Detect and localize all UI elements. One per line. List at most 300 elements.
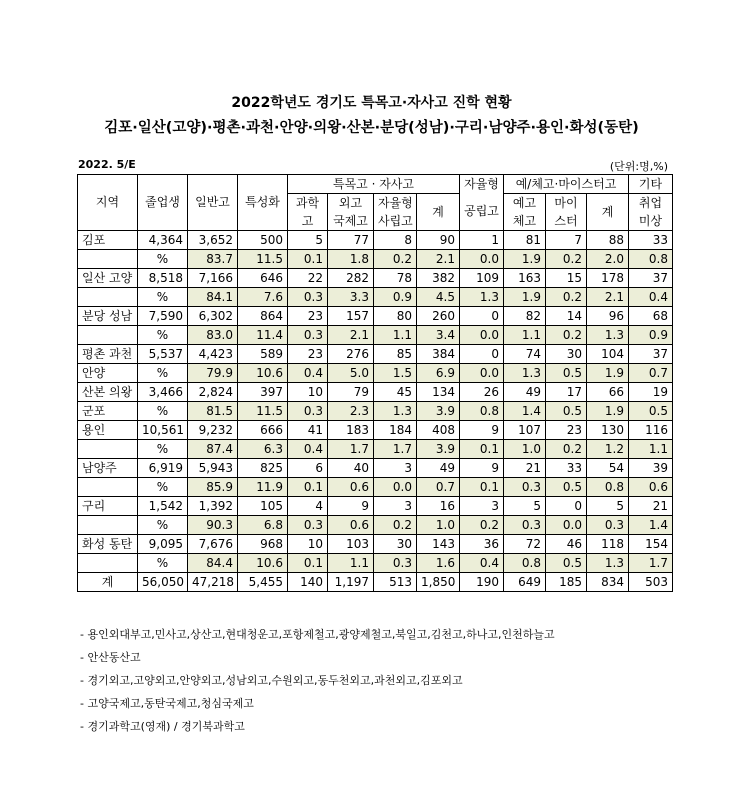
table-cell: % bbox=[138, 478, 188, 497]
table-cell: 1.3 bbox=[587, 554, 629, 573]
header-autonomous-2: 사립고 bbox=[374, 212, 417, 231]
note-foreign: - 경기외고,고양외고,안양외고,성남외고,수원외고,동두천외고,과천외고,김포외고 bbox=[80, 674, 463, 687]
table-cell: 0 bbox=[546, 497, 587, 516]
table-cell: 46 bbox=[546, 535, 587, 554]
table-cell: 10 bbox=[288, 535, 328, 554]
table-cell: 0 bbox=[460, 307, 504, 326]
table-cell: 3 bbox=[374, 497, 417, 516]
table-cell: 7,590 bbox=[138, 307, 188, 326]
table-cell: 10,561 bbox=[138, 421, 188, 440]
header-other-3: 미상 bbox=[629, 212, 673, 231]
table-cell: 19 bbox=[629, 383, 673, 402]
table-cell: 1.1 bbox=[629, 440, 673, 459]
table-cell: 81.5 bbox=[188, 402, 238, 421]
header-group-special: 특목고 · 자사고 bbox=[288, 175, 460, 194]
table-cell: 1.1 bbox=[504, 326, 546, 345]
table-row bbox=[78, 288, 673, 307]
table-cell: 646 bbox=[238, 269, 288, 288]
table-cell: 23 bbox=[288, 307, 328, 326]
table-cell: 0.5 bbox=[629, 402, 673, 421]
table-cell: 0.4 bbox=[460, 554, 504, 573]
table-cell: 1.9 bbox=[587, 364, 629, 383]
header-sum-1: 계 bbox=[417, 194, 460, 231]
table-cell: 0.8 bbox=[460, 402, 504, 421]
table-cell: 6,302 bbox=[188, 307, 238, 326]
table-cell: 163 bbox=[504, 269, 546, 288]
table-cell: 26 bbox=[460, 383, 504, 402]
table-cell: 154 bbox=[629, 535, 673, 554]
table-cell: 834 bbox=[587, 573, 629, 592]
table-cell: 11.5 bbox=[238, 402, 288, 421]
table-cell: 1.3 bbox=[374, 402, 417, 421]
cell-region: 일산 고양 bbox=[78, 269, 138, 288]
table-row bbox=[78, 250, 673, 269]
note-science: - 경기과학고(영재) / 경기북과학고 bbox=[80, 720, 245, 733]
table-cell: 1.7 bbox=[328, 440, 374, 459]
cell-region: 남양주 bbox=[78, 459, 138, 478]
table-cell: 3,652 bbox=[188, 231, 238, 250]
table-cell: 6,919 bbox=[138, 459, 188, 478]
table-cell: 90 bbox=[417, 231, 460, 250]
table-cell: 1.6 bbox=[417, 554, 460, 573]
table-row bbox=[78, 554, 673, 573]
cell-region: 군포 bbox=[78, 402, 138, 421]
table-cell: 30 bbox=[546, 345, 587, 364]
table-cell: 5,537 bbox=[138, 345, 188, 364]
table-cell: 0.6 bbox=[328, 478, 374, 497]
cell-region: 분당 성남 bbox=[78, 307, 138, 326]
table-row bbox=[78, 459, 673, 478]
table-cell: 178 bbox=[587, 269, 629, 288]
table-cell: 3.9 bbox=[417, 402, 460, 421]
table-cell: % bbox=[138, 554, 188, 573]
table-cell: 21 bbox=[629, 497, 673, 516]
table-cell: 5 bbox=[587, 497, 629, 516]
table-cell: 0.6 bbox=[328, 516, 374, 535]
table-cell: 5,455 bbox=[238, 573, 288, 592]
table-cell: 1.3 bbox=[504, 364, 546, 383]
table-cell: 1.2 bbox=[587, 440, 629, 459]
table-cell: 4,364 bbox=[138, 231, 188, 250]
table-row bbox=[78, 478, 673, 497]
table-cell: 825 bbox=[238, 459, 288, 478]
table-cell: 9 bbox=[460, 459, 504, 478]
header-meister-1: 마이 bbox=[546, 194, 587, 213]
table-cell: 37 bbox=[629, 269, 673, 288]
table-cell: 183 bbox=[328, 421, 374, 440]
cell-region: 계 bbox=[78, 573, 138, 592]
table-cell: 0.3 bbox=[374, 554, 417, 573]
table-cell: % bbox=[138, 250, 188, 269]
table-cell: 1,542 bbox=[138, 497, 188, 516]
table-cell: 1.3 bbox=[587, 326, 629, 345]
table-cell: 78 bbox=[374, 269, 417, 288]
table-cell: 74 bbox=[504, 345, 546, 364]
table-cell: 5,943 bbox=[188, 459, 238, 478]
table-row bbox=[78, 345, 673, 364]
table-cell: 79.9 bbox=[188, 364, 238, 383]
table-cell: 0.5 bbox=[546, 364, 587, 383]
table-cell: 0.5 bbox=[546, 478, 587, 497]
table-cell: 107 bbox=[504, 421, 546, 440]
table-cell: 276 bbox=[328, 345, 374, 364]
table-cell: % bbox=[138, 326, 188, 345]
table-cell: 36 bbox=[460, 535, 504, 554]
table-cell: 0.2 bbox=[546, 440, 587, 459]
header-region: 지역 bbox=[78, 175, 138, 231]
table-cell: 77 bbox=[328, 231, 374, 250]
table-cell: 80 bbox=[374, 307, 417, 326]
table-cell: 3,466 bbox=[138, 383, 188, 402]
table-cell: 84.1 bbox=[188, 288, 238, 307]
table-cell: 88 bbox=[587, 231, 629, 250]
table-cell: 17 bbox=[546, 383, 587, 402]
table-cell: 85.9 bbox=[188, 478, 238, 497]
admission-table bbox=[77, 174, 673, 592]
table-cell: 2.3 bbox=[328, 402, 374, 421]
table-cell: 39 bbox=[629, 459, 673, 478]
table-cell: 143 bbox=[417, 535, 460, 554]
table-cell: 9,232 bbox=[188, 421, 238, 440]
table-row bbox=[78, 307, 673, 326]
table-cell: 0.2 bbox=[546, 288, 587, 307]
table-cell: 1.0 bbox=[504, 440, 546, 459]
page-title: 2022학년도 경기도 특목고·자사고 진학 현황 bbox=[231, 95, 512, 111]
table-cell: 68 bbox=[629, 307, 673, 326]
table-cell: 260 bbox=[417, 307, 460, 326]
table-cell: 0.3 bbox=[288, 288, 328, 307]
table-cell: 82 bbox=[504, 307, 546, 326]
table-cell: 0.2 bbox=[460, 516, 504, 535]
table-cell: 14 bbox=[546, 307, 587, 326]
header-other-1: 기타 bbox=[629, 175, 673, 194]
table-cell: 3.9 bbox=[417, 440, 460, 459]
table-cell: 0.1 bbox=[288, 554, 328, 573]
table-cell: 83.7 bbox=[188, 250, 238, 269]
header-specialized: 특성화 bbox=[238, 175, 288, 231]
table-cell: 0.8 bbox=[629, 250, 673, 269]
table-cell: 90.3 bbox=[188, 516, 238, 535]
table-cell: 0.0 bbox=[546, 516, 587, 535]
table-cell: 0.3 bbox=[587, 516, 629, 535]
table-cell: 1,197 bbox=[328, 573, 374, 592]
table-row bbox=[78, 440, 673, 459]
table-cell: 0.3 bbox=[288, 402, 328, 421]
header-science-1: 과학 bbox=[288, 194, 328, 213]
unit-label: (단위:명,%) bbox=[609, 160, 668, 173]
table-cell: 589 bbox=[238, 345, 288, 364]
table-cell: 103 bbox=[328, 535, 374, 554]
table-cell: 84.4 bbox=[188, 554, 238, 573]
table-cell: 22 bbox=[288, 269, 328, 288]
header-foreign-1: 외고 bbox=[328, 194, 374, 213]
header-group-arts: 예/체고·마이스터고 bbox=[504, 175, 629, 194]
table-row bbox=[78, 269, 673, 288]
table-cell: 49 bbox=[417, 459, 460, 478]
table-cell: 382 bbox=[417, 269, 460, 288]
table-cell: 2,824 bbox=[188, 383, 238, 402]
table-cell: 0.2 bbox=[546, 326, 587, 345]
table-cell: 0.0 bbox=[460, 364, 504, 383]
table-cell: 2.1 bbox=[587, 288, 629, 307]
note-autonomous-private: - 용인외대부고,민사고,상산고,현대청운고,포항제철고,광양제철고,북일고,김천고,하나고,인천하늘고 bbox=[80, 628, 555, 641]
table-cell: 0.0 bbox=[460, 250, 504, 269]
table-cell: 649 bbox=[504, 573, 546, 592]
table-cell: 6.3 bbox=[238, 440, 288, 459]
table-cell: 54 bbox=[587, 459, 629, 478]
table-row bbox=[78, 326, 673, 345]
table-cell: 1.7 bbox=[374, 440, 417, 459]
table-cell: 0.4 bbox=[288, 440, 328, 459]
table-cell: 0.1 bbox=[460, 478, 504, 497]
table-cell: 96 bbox=[587, 307, 629, 326]
cell-region bbox=[78, 288, 138, 307]
cell-region: 화성 동탄 bbox=[78, 535, 138, 554]
table-cell: 0 bbox=[460, 345, 504, 364]
table-cell: 9 bbox=[460, 421, 504, 440]
table-cell: 41 bbox=[288, 421, 328, 440]
table-cell: 408 bbox=[417, 421, 460, 440]
table-cell: 0.4 bbox=[629, 288, 673, 307]
table-cell: 1.9 bbox=[504, 288, 546, 307]
table-row bbox=[78, 516, 673, 535]
table-cell: 5 bbox=[504, 497, 546, 516]
page-subtitle: 김포·일산(고양)·평촌·과천·안양·의왕·산본·분당(성남)·구리·남양주·용인·화성(동탄) bbox=[104, 120, 639, 136]
table-cell: 0.0 bbox=[374, 478, 417, 497]
table-cell: 0.5 bbox=[546, 554, 587, 573]
table-cell: 0.8 bbox=[587, 478, 629, 497]
header-art-2: 체고 bbox=[504, 212, 546, 231]
table-cell: 0.7 bbox=[417, 478, 460, 497]
report-date: 2022. 5/E bbox=[78, 158, 136, 171]
table-cell: % bbox=[138, 402, 188, 421]
table-cell: 0.2 bbox=[374, 516, 417, 535]
table-cell: 8 bbox=[374, 231, 417, 250]
table-cell: 23 bbox=[288, 345, 328, 364]
header-sum-2: 계 bbox=[587, 194, 629, 231]
table-cell: 1,850 bbox=[417, 573, 460, 592]
cell-region: 산본 의왕 bbox=[78, 383, 138, 402]
table-cell: 134 bbox=[417, 383, 460, 402]
header-graduates: 졸업생 bbox=[138, 175, 188, 231]
table-cell: 105 bbox=[238, 497, 288, 516]
table-cell: 30 bbox=[374, 535, 417, 554]
table-cell: % bbox=[138, 516, 188, 535]
table-cell: 864 bbox=[238, 307, 288, 326]
note-international: - 고양국제고,동탄국제고,청심국제고 bbox=[80, 697, 254, 710]
table-cell: 0.0 bbox=[460, 326, 504, 345]
table-cell: 2.1 bbox=[328, 326, 374, 345]
table-cell: 7.6 bbox=[238, 288, 288, 307]
table-cell: 9 bbox=[328, 497, 374, 516]
table-cell: 1 bbox=[460, 231, 504, 250]
table-cell: 4,423 bbox=[188, 345, 238, 364]
table-cell: 0.9 bbox=[374, 288, 417, 307]
table-cell: 968 bbox=[238, 535, 288, 554]
table-cell: 47,218 bbox=[188, 573, 238, 592]
note-autonomous-public: - 안산동산고 bbox=[80, 651, 141, 664]
table-cell: 1.0 bbox=[417, 516, 460, 535]
table-cell: 10.6 bbox=[238, 364, 288, 383]
table-cell: 79 bbox=[328, 383, 374, 402]
table-cell: 0.8 bbox=[504, 554, 546, 573]
table-cell: 66 bbox=[587, 383, 629, 402]
cell-region bbox=[78, 516, 138, 535]
table-cell: 1.3 bbox=[460, 288, 504, 307]
table-cell: 666 bbox=[238, 421, 288, 440]
table-cell: 11.5 bbox=[238, 250, 288, 269]
table-cell: 0.4 bbox=[288, 364, 328, 383]
header-general: 일반고 bbox=[188, 175, 238, 231]
table-cell: 4.5 bbox=[417, 288, 460, 307]
table-row bbox=[78, 535, 673, 554]
table-cell: 3.4 bbox=[417, 326, 460, 345]
table-cell: 503 bbox=[629, 573, 673, 592]
table-cell: 45 bbox=[374, 383, 417, 402]
cell-region bbox=[78, 250, 138, 269]
header-meister-2: 스터 bbox=[546, 212, 587, 231]
table-cell: 1.1 bbox=[374, 326, 417, 345]
table-cell: 0.3 bbox=[504, 478, 546, 497]
table-cell: 0.1 bbox=[288, 478, 328, 497]
table-cell: 40 bbox=[328, 459, 374, 478]
table-cell: 157 bbox=[328, 307, 374, 326]
table-cell: 3 bbox=[460, 497, 504, 516]
table-body bbox=[78, 231, 673, 592]
table-cell: 5.0 bbox=[328, 364, 374, 383]
table-cell: 37 bbox=[629, 345, 673, 364]
header-foreign-2: 국제고 bbox=[328, 212, 374, 231]
table-cell: 10 bbox=[288, 383, 328, 402]
table-cell: 7 bbox=[546, 231, 587, 250]
cell-region: 안양 bbox=[78, 364, 138, 383]
table-cell: 184 bbox=[374, 421, 417, 440]
header-public-2: 공립고 bbox=[460, 194, 504, 231]
table-cell: 33 bbox=[546, 459, 587, 478]
table-cell: 5 bbox=[288, 231, 328, 250]
table-cell: 0.3 bbox=[504, 516, 546, 535]
table-cell: 130 bbox=[587, 421, 629, 440]
table-cell: 1.4 bbox=[504, 402, 546, 421]
table-cell: 500 bbox=[238, 231, 288, 250]
table-cell: 185 bbox=[546, 573, 587, 592]
table-cell: % bbox=[138, 364, 188, 383]
table-cell: 83.0 bbox=[188, 326, 238, 345]
cell-region bbox=[78, 554, 138, 573]
table-cell: 6 bbox=[288, 459, 328, 478]
table-row bbox=[78, 383, 673, 402]
cell-region: 평촌 과천 bbox=[78, 345, 138, 364]
table-cell: 56,050 bbox=[138, 573, 188, 592]
table-cell: 15 bbox=[546, 269, 587, 288]
table-cell: 0.2 bbox=[374, 250, 417, 269]
table-cell: 1.5 bbox=[374, 364, 417, 383]
table-cell: 87.4 bbox=[188, 440, 238, 459]
table-cell: % bbox=[138, 288, 188, 307]
table-cell: 1.4 bbox=[629, 516, 673, 535]
cell-region: 용인 bbox=[78, 421, 138, 440]
cell-region: 구리 bbox=[78, 497, 138, 516]
table-cell: 0.1 bbox=[460, 440, 504, 459]
header-autonomous-1: 자율형 bbox=[374, 194, 417, 213]
notes bbox=[80, 623, 555, 738]
cell-region bbox=[78, 326, 138, 345]
table-cell: 118 bbox=[587, 535, 629, 554]
cell-region bbox=[78, 478, 138, 497]
table-cell: 10.6 bbox=[238, 554, 288, 573]
table-cell: 72 bbox=[504, 535, 546, 554]
header-art-1: 예고 bbox=[504, 194, 546, 213]
table-cell: 0.9 bbox=[629, 326, 673, 345]
table-cell: 282 bbox=[328, 269, 374, 288]
table-cell: 8,518 bbox=[138, 269, 188, 288]
table-cell: 3.3 bbox=[328, 288, 374, 307]
table-cell: 513 bbox=[374, 573, 417, 592]
table-cell: 1.7 bbox=[629, 554, 673, 573]
cell-region bbox=[78, 440, 138, 459]
table-cell: 384 bbox=[417, 345, 460, 364]
table-cell: 0.3 bbox=[288, 326, 328, 345]
table-cell: 0.2 bbox=[546, 250, 587, 269]
table-cell: 1.1 bbox=[328, 554, 374, 573]
table-cell: 109 bbox=[460, 269, 504, 288]
table-cell: 0.6 bbox=[629, 478, 673, 497]
table-cell: 1.9 bbox=[587, 402, 629, 421]
table-cell: 397 bbox=[238, 383, 288, 402]
table-cell: 85 bbox=[374, 345, 417, 364]
table-cell: 11.9 bbox=[238, 478, 288, 497]
table-cell: 2.1 bbox=[417, 250, 460, 269]
table-row bbox=[78, 364, 673, 383]
table-cell: 7,676 bbox=[188, 535, 238, 554]
table-cell: 6.9 bbox=[417, 364, 460, 383]
table-cell: 116 bbox=[629, 421, 673, 440]
table-cell: 1.9 bbox=[504, 250, 546, 269]
table-cell: 2.0 bbox=[587, 250, 629, 269]
table-cell: 23 bbox=[546, 421, 587, 440]
table-row bbox=[78, 402, 673, 421]
table-cell: 6.8 bbox=[238, 516, 288, 535]
table-cell: 190 bbox=[460, 573, 504, 592]
table-cell: 1.8 bbox=[328, 250, 374, 269]
header-other-2: 취업 bbox=[629, 194, 673, 213]
table-cell: 1,392 bbox=[188, 497, 238, 516]
table-row bbox=[78, 573, 673, 592]
table-cell: 0.5 bbox=[546, 402, 587, 421]
table-row bbox=[78, 421, 673, 440]
table-cell: 0.1 bbox=[288, 250, 328, 269]
table-cell: 0.7 bbox=[629, 364, 673, 383]
header-public-1: 자율형 bbox=[460, 175, 504, 194]
table-cell: 33 bbox=[629, 231, 673, 250]
header-science-2: 고 bbox=[288, 212, 328, 231]
table-cell: % bbox=[138, 440, 188, 459]
table-cell: 81 bbox=[504, 231, 546, 250]
table-cell: 11.4 bbox=[238, 326, 288, 345]
table-cell: 9,095 bbox=[138, 535, 188, 554]
table-cell: 4 bbox=[288, 497, 328, 516]
table-cell: 21 bbox=[504, 459, 546, 478]
table-cell: 16 bbox=[417, 497, 460, 516]
table-row bbox=[78, 231, 673, 250]
table-cell: 7,166 bbox=[188, 269, 238, 288]
cell-region: 김포 bbox=[78, 231, 138, 250]
table-row bbox=[78, 497, 673, 516]
table-cell: 49 bbox=[504, 383, 546, 402]
table-cell: 0.3 bbox=[288, 516, 328, 535]
table-cell: 104 bbox=[587, 345, 629, 364]
table-cell: 140 bbox=[288, 573, 328, 592]
